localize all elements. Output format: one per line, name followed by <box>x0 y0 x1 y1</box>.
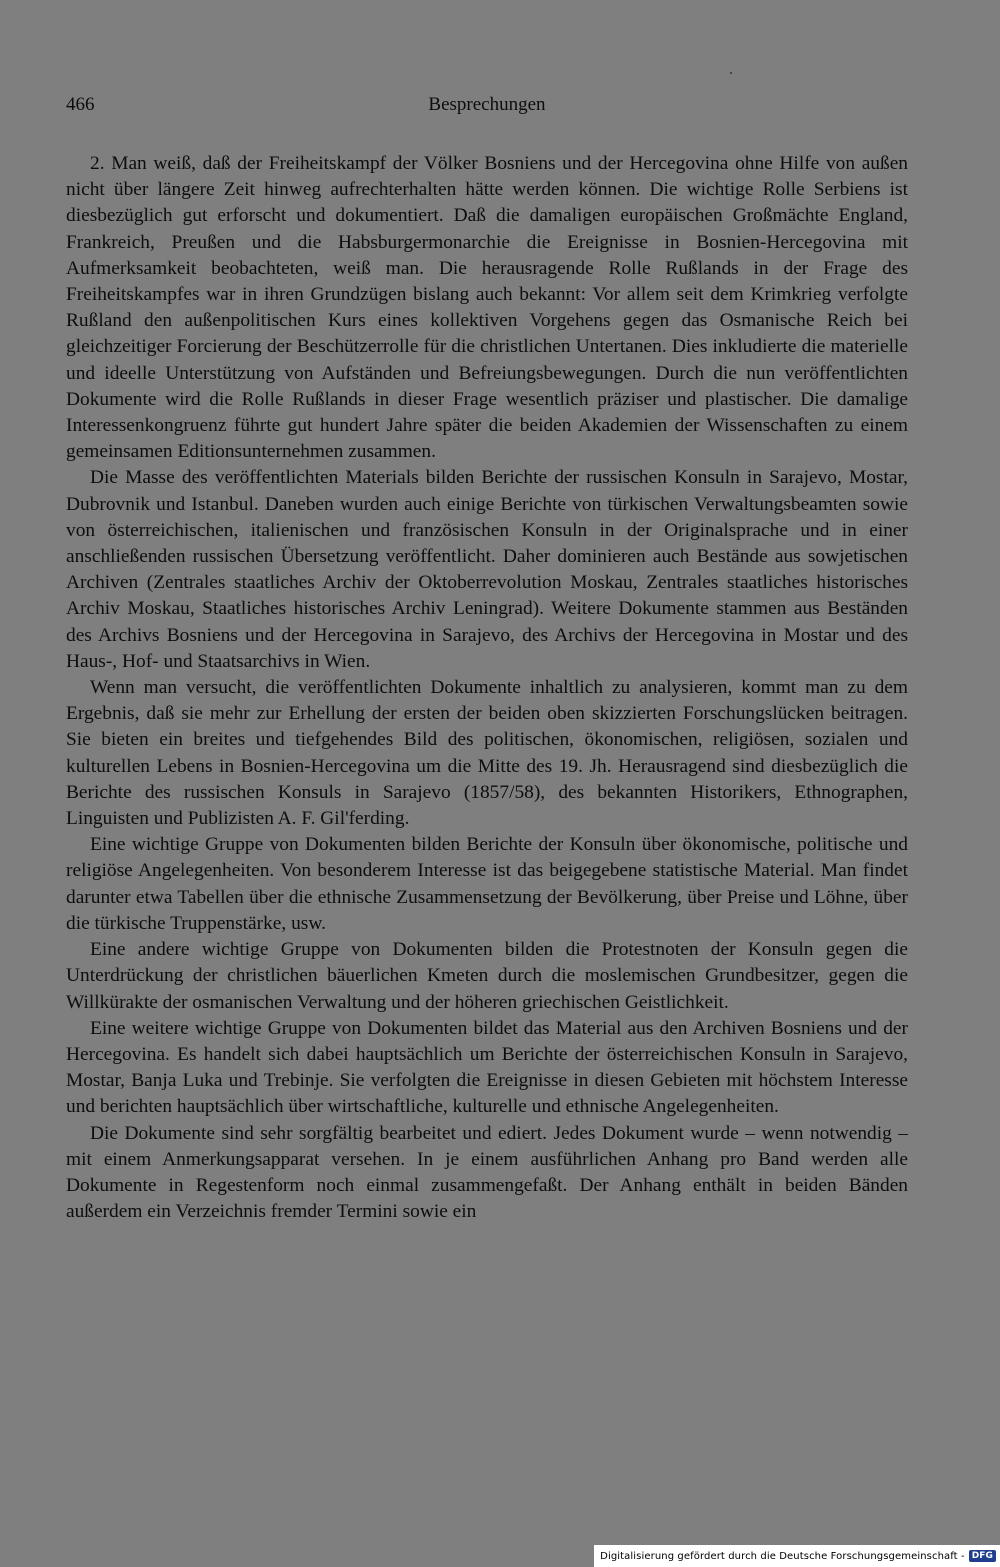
paragraph: Eine wichtige Gruppe von Dokumenten bilden Berichte der Konsuln über ökonomische, politische und religiöse Angelegenheiten. Von besonderem Interesse ist das beigegebene statistische Material. Man findet darunter etwa Tabellen über die ethnische Zusammensetzung der Bevölkerung, über Preise und Löhne, über die türkische Truppenstärke, usw. <box>66 834 908 934</box>
digitization-footer <box>594 1545 1000 1567</box>
dfg-logo: DFG <box>969 1550 996 1562</box>
paragraph: Eine andere wichtige Gruppe von Dokumenten bilden die Protestnoten der Konsuln gegen die Unterdrückung der christlichen bäuerlichen Kmeten durch die moslemischen Grundbesitzer, gegen die Willkürakte der osmanischen Verwaltung und der höheren griechischen Geistlichkeit. <box>66 939 908 1013</box>
paragraph: Die Masse des veröffentlichten Materials bilden Berichte der russischen Konsuln in Sarajevo, Mostar, Dubrovnik und Istanbul. Daneben wurden auch einige Berichte von türkischen Verwaltungsbeamten sowie von österreichischen, italienischen und französischen Konsuln in der Originalsprache und in einer anschließenden russischen Übersetzung veröffentlicht. Daher dominieren auch Bestände aus sowjetischen Archiven (Zentrales staatliches Archiv der Oktoberrevolution Moskau, Zentrales staatliches historisches Archiv Moskau, Staatliches historisches Archiv Leningrad). Weitere Dokumente stammen aus Beständen des Archivs Bosniens und der Hercegovina in Sarajevo, des Archivs der Hercegovina in Mostar und des Haus-, Hof- und Staatsarchivs in Wien. <box>66 467 908 672</box>
scan-speck <box>730 72 732 74</box>
body-text <box>66 151 908 1225</box>
page-header <box>66 94 908 124</box>
paragraph: Die Dokumente sind sehr sorgfältig bearbeitet und ediert. Jedes Dokument wurde – wenn notwendig – mit einem Anmerkungsapparat versehen. In je einem ausführlichen Anhang pro Band werden alle Dokumente in Regestenform noch einmal zusammengefaßt. Der Anhang enthält in beiden Bänden außerdem ein Verzeichnis fremder Termini sowie ein <box>66 1122 908 1223</box>
running-head: Besprechungen <box>428 94 546 115</box>
paragraph: 2. Man weiß, daß der Freiheitskampf der Völker Bosniens und der Hercegovina ohne Hilfe von außen nicht über längere Zeit hinweg aufrechterhalten hätte werden können. Die wichtige Rolle Serbiens ist diesbezüglich gut erforscht und dokumentiert. Daß die damaligen europäischen Großmächte England, Frankreich, Preußen und die Habsburgermonarchie die Ereignisse in Bosnien-Hercegovina mit Aufmerksamkeit beobachteten, weiß man. Die herausragende Rolle Rußlands in der Frage des Freiheitskampfes war in ihren Grundzügen bislang auch bekannt: Vor allem seit dem Krimkrieg verfolgte Rußland den außenpolitischen Kurs eines kollektiven Vorgehens gegen das Osmanische Reich bei gleichzeitiger Forcierung der Beschützerrolle für die christlichen Untertanen. Dies inkludierte die materielle und ideelle Unterstützung von Aufständen und Befreiungsbewegungen. Durch die nun veröffentlichten Dokumente wird die Rolle Rußlands in dieser Frage wesentlich präziser und plastischer. Die damalige Interessenkongruenz führte gut hundert Jahre später die beiden Akademien der Wissenschaften zu einem gemeinsamen Editionsunternehmen zusammen. <box>66 153 908 463</box>
footer-credit-text: Digitalisierung gefördert durch die Deutsche Forschungsgemeinschaft - <box>600 1550 965 1562</box>
paragraph: Eine weitere wichtige Gruppe von Dokumenten bildet das Material aus den Archiven Bosniens und der Hercegovina. Es handelt sich dabei hauptsächlich um Berichte der österreichischen Konsuln in Sarajevo, Mostar, Banja Luka und Trebinje. Sie verfolgten die Ereignisse in diesen Gebieten mit höchstem Interesse und berichten hauptsächlich über wirtschaftliche, kulturelle und ethnische Angelegenheiten. <box>66 1017 908 1118</box>
page-number: 466 <box>66 94 95 115</box>
paragraph: Wenn man versucht, die veröffentlichten Dokumente inhaltlich zu analysieren, kommt man zu dem Ergebnis, daß sie mehr zur Erhellung der ersten der beiden oben skizzierten Forschungslücken beitragen. Sie bieten ein breites und tiefgehendes Bild des politischen, ökonomischen, religiösen, sozialen und kulturellen Lebens in Bosnien-Hercegovina um die Mitte des 19. Jh. Herausragend sind diesbezüglich die Berichte des russischen Konsuls in Sarajevo (1857/58), des bekannten Historikers, Ethnographen, Linguisten und Publizisten A. F. Gil'ferding. <box>66 677 908 830</box>
